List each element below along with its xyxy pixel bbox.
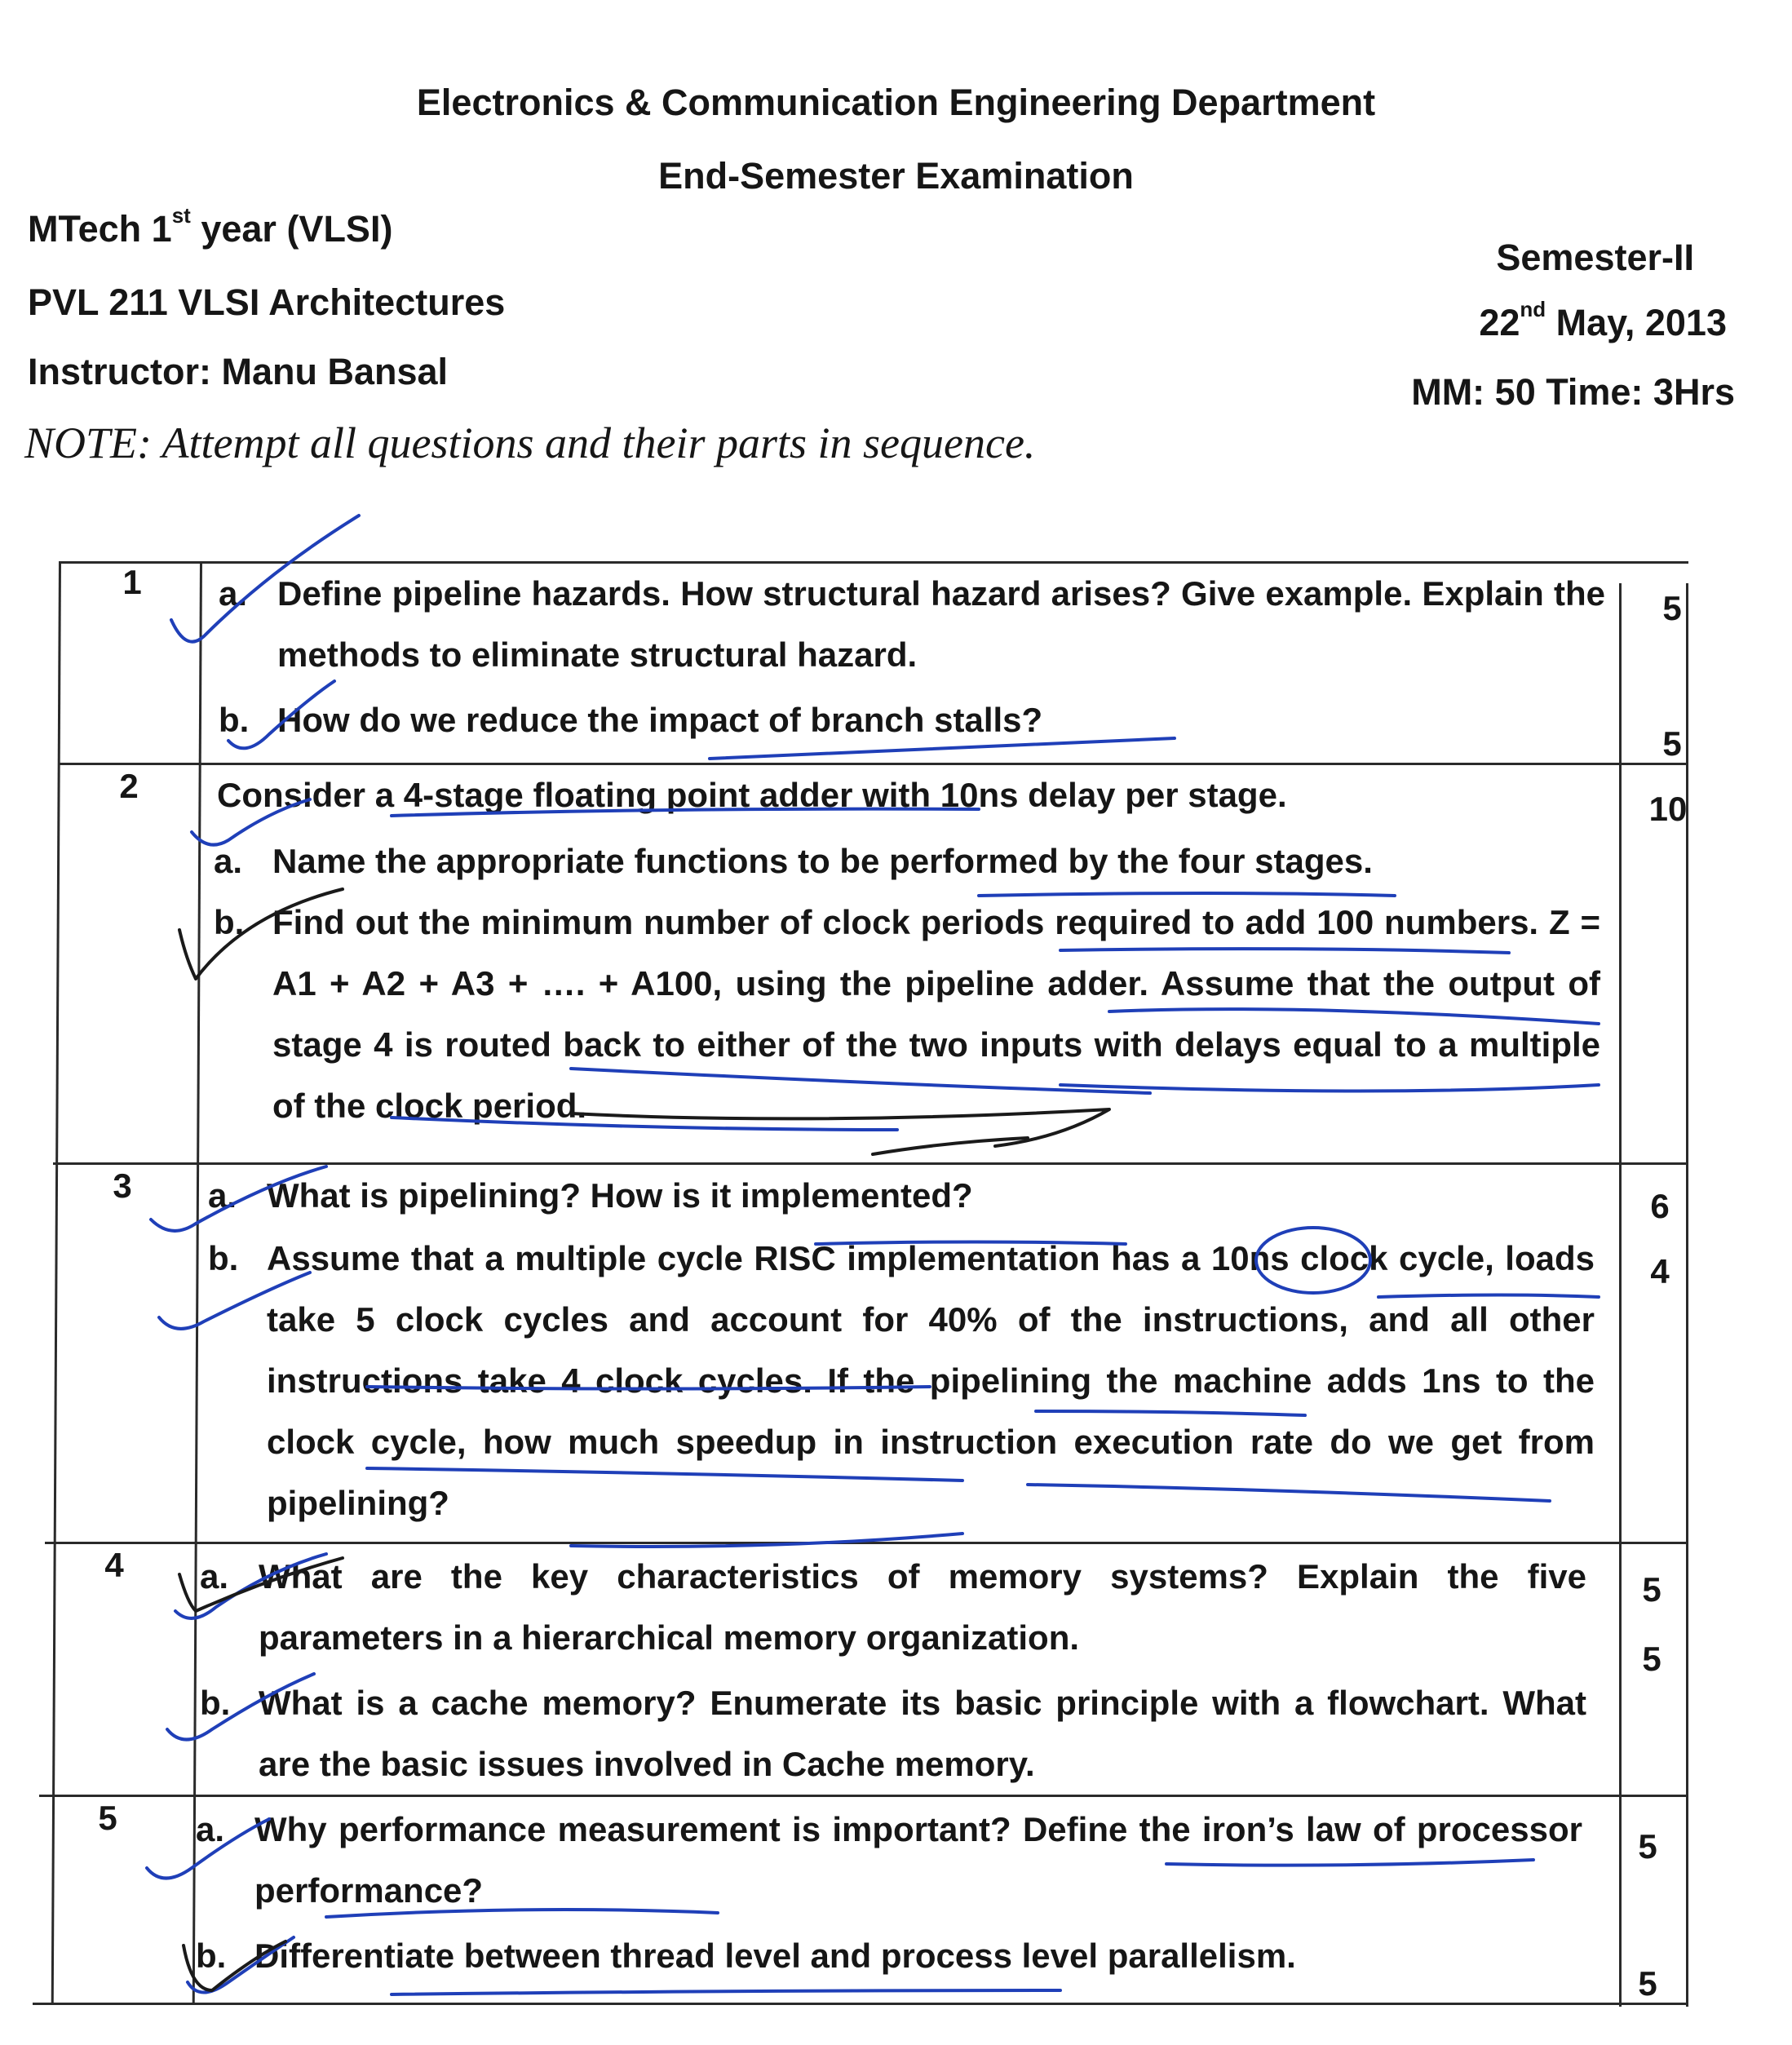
question-number: 2	[119, 767, 139, 805]
table-rule-bottom	[33, 2003, 1688, 2005]
part-label: a.	[219, 574, 248, 613]
part-text: What is pipelining? How is it implemented?	[267, 1176, 973, 1215]
part-text: Name the appropriate functions to be performed by the four stages.	[272, 842, 1373, 880]
marks-value: 10	[1648, 790, 1688, 828]
exam-date: 22nd May, 2013	[1479, 297, 1727, 343]
part-text: What is a cache memory? Enumerate its basic principle with a flowchart. What are the basic issues involved in Cache memory.	[259, 1684, 1586, 1783]
marks-value: 5	[1662, 724, 1682, 763]
part-text: Differentiate between thread level and process level parallelism.	[254, 1937, 1296, 1975]
underline	[392, 1990, 1060, 1994]
marks-value: 4	[1650, 1252, 1670, 1290]
part-label: b.	[200, 1684, 231, 1722]
marks-value: 5	[1642, 1640, 1661, 1678]
table-rule-q5	[39, 1795, 1688, 1797]
marks-value: 5	[1638, 1827, 1657, 1866]
part-text: Why performance measurement is important? Define the iron’s law of processor performance?	[254, 1810, 1582, 1910]
part-label: b.	[214, 903, 245, 941]
question-number: 5	[98, 1799, 117, 1837]
part-text: How do we reduce the impact of branch stalls?	[277, 701, 1043, 739]
question-number: 3	[113, 1166, 132, 1205]
program-line: MTech 1st year (VLSI)	[28, 203, 393, 250]
underline	[571, 1534, 962, 1547]
course-title: PVL 211 VLSI Architectures	[28, 281, 506, 323]
instruction-note: NOTE: Attempt all questions and their parts in sequence.	[24, 418, 1036, 467]
table-rule-q4	[45, 1542, 1688, 1544]
exam-title: End-Semester Examination	[658, 155, 1134, 197]
part-text: Define pipeline hazards. How structural hazard arises? Give example. Explain the methods to eliminate structural hazard.	[277, 574, 1605, 674]
table-divider-number	[192, 561, 202, 2005]
part-label: a.	[196, 1810, 225, 1848]
part-text: Assume that a multiple cycle RISC implementation has a 10ns clock cycle, loads take 5 clock cycles and account for 40% of the instructions, and all other instructions take 4 clock cycles. If the pipelining the machine adds 1ns to the clock cycle, how much speedup in instruction execution rate do we get from pipelining?	[267, 1239, 1595, 1522]
semester-label: Semester-II	[1496, 237, 1694, 278]
part-text: What are the key characteristics of memory systems? Explain the five parameters in a hierarchical memory organization.	[259, 1557, 1586, 1657]
instructor-name: Instructor: Manu Bansal	[28, 351, 449, 392]
department-title: Electronics & Communication Engineering Department	[416, 82, 1376, 123]
part-label: b.	[208, 1239, 239, 1277]
marks-time: MM: 50 Time: 3Hrs	[1411, 371, 1735, 413]
question-number: 4	[104, 1546, 124, 1584]
table-border-left	[51, 561, 61, 2005]
part-label: b.	[196, 1937, 227, 1975]
table-divider-marks	[1619, 583, 1622, 2007]
marks-value: 5	[1662, 589, 1682, 627]
part-text: Find out the minimum number of clock periods required to add 100 numbers. Z = A1 + A2 + A3 + …. + A100, using the pipeline adder. Assume that the output of stage 4 is routed back to either of the two inputs with delays equal to a multiple of the clock period.	[272, 903, 1600, 1125]
scribble-mark	[873, 1138, 1028, 1154]
marks-value: 5	[1638, 1964, 1657, 2003]
part-label: a.	[214, 842, 243, 880]
question-number: 1	[122, 563, 142, 601]
part-label: a.	[200, 1557, 229, 1596]
question-intro: Consider a 4-stage floating point adder with 10ns delay per stage.	[217, 776, 1287, 814]
marks-value: 6	[1650, 1187, 1670, 1225]
marks-value: 5	[1642, 1570, 1661, 1609]
part-label: a.	[208, 1176, 237, 1215]
part-label: b.	[219, 701, 250, 739]
